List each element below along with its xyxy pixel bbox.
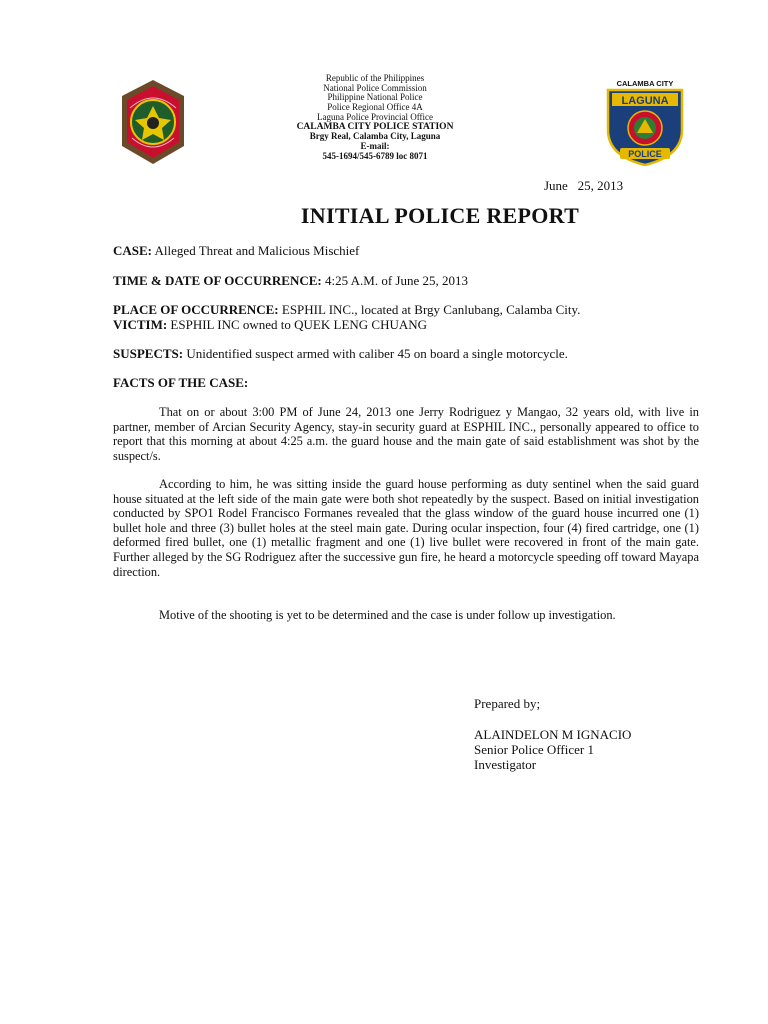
suspects-label: SUSPECTS:	[113, 346, 184, 361]
station-address: Brgy Real, Calamba City, Laguna	[309, 131, 441, 142]
time-field	[113, 273, 468, 289]
officer-rank: Senior Police Officer 1	[474, 742, 594, 757]
svg-text:LAGUNA: LAGUNA	[621, 95, 669, 107]
place-label: PLACE OF OCCURRENCE:	[113, 302, 279, 317]
pnp-seal-icon	[118, 78, 188, 166]
facts-paragraph: That on or about 3:00 PM of June 24, 2013 one Jerry Rodriguez y Mangao, 32 years old, with live in partner, member of Arcian Security Agency, stay-in security guard at ESPHIL INC., personally appeared to office to report that this morning at about 4:25 a.m. the guard house and the main gate of said establishment was shot by the suspect/s.	[113, 405, 699, 463]
prepared-by-label: Prepared by;	[474, 696, 541, 711]
svg-text:POLICE: POLICE	[628, 149, 662, 159]
letterhead-line: Laguna Police Provincial Office	[316, 111, 434, 122]
page-title: INITIAL POLICE REPORT	[300, 203, 580, 228]
victim-field	[113, 317, 427, 333]
time-label: TIME & DATE OF OCCURRENCE:	[113, 273, 322, 288]
letterhead-line: Republic of the Philippines	[325, 73, 425, 83]
officer-position: Investigator	[474, 757, 537, 772]
case-value: Alleged Threat and Malicious Mischief	[152, 243, 360, 258]
case-field	[113, 243, 359, 259]
letterhead-line: Philippine National Police	[327, 92, 423, 103]
facts-label: FACTS OF THE CASE:	[113, 375, 249, 390]
facts-paragraph: Motive of the shooting is yet to be determined and the case is under follow up investigation.	[159, 608, 616, 622]
victim-label: VICTIM:	[113, 317, 168, 332]
phone-numbers: 545-1694/545-6789 loc 8071	[322, 150, 428, 161]
facts-paragraph: According to him, he was sitting inside the guard house performing as duty sentinel when the said guard house situated at the left side of the main gate were both shot repeatedly by the suspect. Based on initial investigation conducted by SPO1 Rodel Francisco Formanes revealed that the glass window of the guard house incurred one (1) bullet hole and three (3) bullet holes at the steel main gate. During ocular inspection, four (4) fired cartridge, one (1) deformed fired bullet, one (1) metallic fragment and one (1) live bullet were recovered in front of the main gate. Further alleged by the SG Rodriguez after the successive gun fire, he heard a motorcycle speeding off toward Mayapa direction.	[113, 477, 699, 579]
station-name: CALAMBA CITY POLICE STATION	[296, 121, 454, 132]
officer-name: ALAINDELON M IGNACIO	[474, 727, 632, 742]
case-label: CASE:	[113, 243, 153, 258]
place-value: ESPHIL INC., located at Brgy Canlubang, Calamba City.	[278, 302, 581, 317]
victim-value: ESPHIL INC owned to QUEK LENG CHUANG	[167, 317, 428, 332]
suspects-value: Unidentified suspect armed with caliber 45 on board a single motorcycle.	[183, 346, 568, 361]
letterhead	[230, 74, 520, 161]
suspects-field	[113, 346, 568, 362]
svg-text:CALAMBA CITY: CALAMBA CITY	[616, 79, 674, 88]
letterhead-line: National Police Commission	[323, 82, 427, 93]
laguna-police-badge-icon	[604, 78, 686, 166]
letterhead-line: Police Regional Office 4A	[327, 102, 423, 113]
email-label: E-mail:	[360, 140, 390, 151]
place-field	[113, 302, 580, 318]
time-value: 4:25 A.M. of June 25, 2013	[321, 273, 468, 288]
report-date: June 25, 2013	[544, 178, 624, 193]
signature-block	[474, 696, 631, 772]
facts-field	[113, 375, 248, 391]
